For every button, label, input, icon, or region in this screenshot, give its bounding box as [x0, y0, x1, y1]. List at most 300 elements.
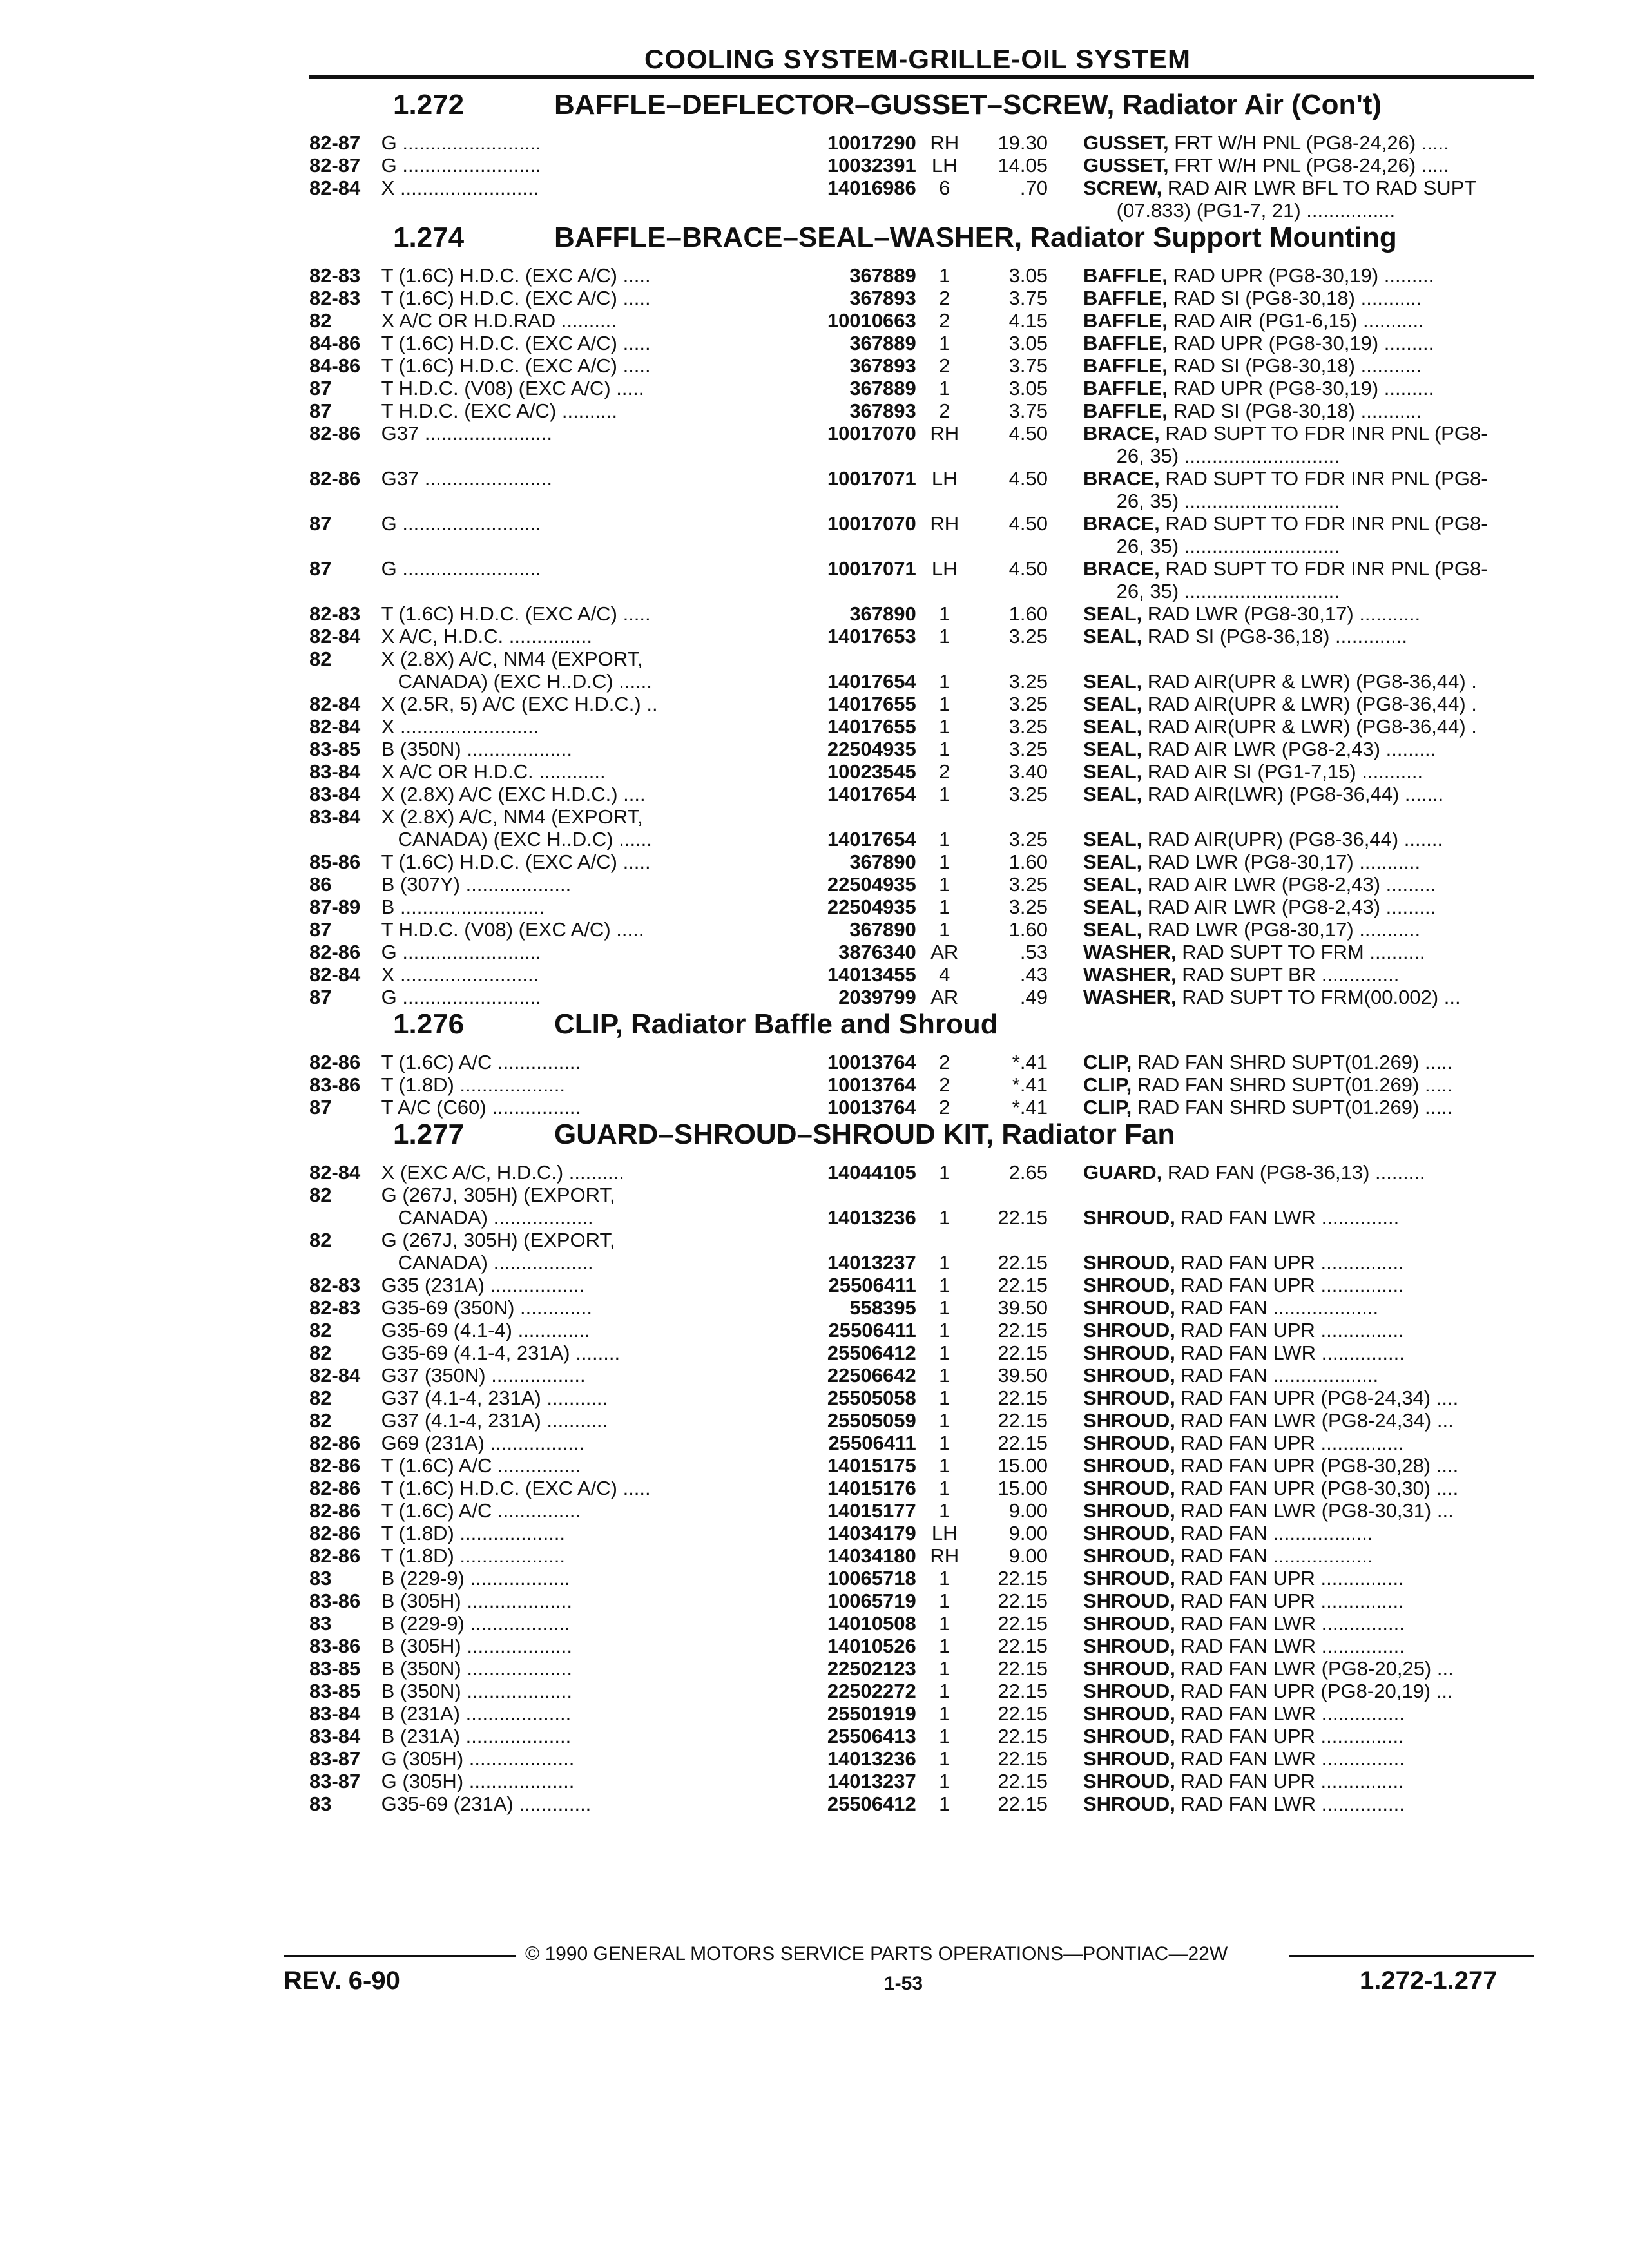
- table-row: [309, 602, 1534, 625]
- description-noun: SHROUD,: [1083, 1296, 1175, 1319]
- application: G .........................: [381, 154, 541, 177]
- part-number: 25506411: [828, 1274, 916, 1296]
- quantity: 1: [939, 602, 950, 625]
- description: [1083, 1770, 1534, 1792]
- description-detail: RAD UPR (PG8-30,19) .........: [1167, 377, 1434, 399]
- description: [1083, 309, 1534, 332]
- table-row: [309, 1096, 1534, 1119]
- table-row: [309, 693, 1534, 715]
- model-year: 82-87: [309, 131, 361, 154]
- price: 22.15: [998, 1770, 1048, 1792]
- price: 22.15: [998, 1567, 1048, 1590]
- description: [1083, 1432, 1534, 1454]
- table-row: [309, 1251, 1534, 1274]
- application: T (1.6C) H.D.C. (EXC A/C) .....: [381, 264, 651, 287]
- application: B (231A) ...................: [381, 1702, 572, 1725]
- model-year: 82-84: [309, 963, 361, 986]
- description-noun: WASHER,: [1083, 941, 1177, 963]
- quantity: AR: [930, 986, 959, 1008]
- price: 14.05: [998, 154, 1048, 177]
- quantity: 2: [939, 287, 950, 309]
- description-detail: RAD FAN SHRD SUPT(01.269) .....: [1132, 1073, 1453, 1096]
- price: *.41: [1012, 1096, 1048, 1119]
- description-detail: RAD UPR (PG8-30,19) .........: [1167, 264, 1434, 287]
- application: X (2.5R, 5) A/C (EXC H.D.C.) ..: [381, 693, 658, 715]
- description-detail: RAD SUPT TO FRM(00.002) ...: [1176, 986, 1461, 1008]
- price: 22.15: [998, 1432, 1048, 1454]
- application: T H.D.C. (V08) (EXC A/C) .....: [381, 377, 644, 399]
- description-detail: RAD SUPT TO FDR INR PNL (PG8-: [1159, 467, 1488, 490]
- application: T (1.6C) A/C ...............: [381, 1499, 581, 1522]
- description-noun: SEAL,: [1083, 828, 1142, 850]
- model-year: 83-85: [309, 1657, 361, 1680]
- description-detail: RAD FAN UPR (PG8-30,30) ....: [1175, 1477, 1459, 1499]
- price: 3.25: [1008, 828, 1048, 850]
- description: [1083, 986, 1534, 1008]
- table-row: [309, 199, 1534, 222]
- description-detail: RAD FAN LWR ...............: [1175, 1612, 1405, 1635]
- table-row: [309, 154, 1534, 177]
- description-noun: BAFFLE,: [1083, 264, 1168, 287]
- price: 3.25: [1008, 670, 1048, 693]
- parts-listing: [309, 89, 1534, 1815]
- part-number: 2039799: [838, 986, 916, 1008]
- quantity: LH: [931, 154, 958, 177]
- description-noun: SHROUD,: [1083, 1477, 1175, 1499]
- section-heading: [309, 1008, 1534, 1051]
- description-noun: SHROUD,: [1083, 1792, 1175, 1815]
- application: G37 (350N) .................: [381, 1364, 586, 1387]
- price: 15.00: [998, 1454, 1048, 1477]
- description-noun: SHROUD,: [1083, 1454, 1175, 1477]
- part-number: 10013764: [827, 1073, 916, 1096]
- application: G (305H) ...................: [381, 1770, 575, 1792]
- application: X .........................: [381, 177, 539, 199]
- quantity: 1: [939, 715, 950, 738]
- description-noun: SEAL,: [1083, 850, 1142, 873]
- price: 19.30: [998, 131, 1048, 154]
- table-row: [309, 783, 1534, 805]
- footer-section-range: 1.272-1.277: [1360, 1966, 1498, 1995]
- quantity: 1: [939, 670, 950, 693]
- part-number: 14010526: [827, 1635, 916, 1657]
- table-row: [309, 828, 1534, 850]
- table-row: [309, 941, 1534, 963]
- model-year: 83-87: [309, 1770, 361, 1792]
- description-detail: RAD FAN LWR (PG8-24,34) ...: [1175, 1409, 1454, 1432]
- description-noun: BRACE,: [1083, 422, 1160, 445]
- application: X .........................: [381, 963, 539, 986]
- description-detail: RAD FAN UPR ...............: [1175, 1567, 1404, 1590]
- table-row: [309, 1319, 1534, 1341]
- model-year: 82-86: [309, 1477, 361, 1499]
- table-row: [309, 963, 1534, 986]
- description-noun: SHROUD,: [1083, 1567, 1175, 1590]
- part-number: 14013236: [827, 1206, 916, 1229]
- price: 22.15: [998, 1274, 1048, 1296]
- section-heading: [309, 89, 1534, 131]
- description-noun: SEAL,: [1083, 896, 1142, 918]
- table-row: [309, 287, 1534, 309]
- table-row: [309, 1073, 1534, 1096]
- footer-rule-right: [1289, 1955, 1534, 1957]
- quantity: 1: [939, 1567, 950, 1590]
- model-year: 87: [309, 399, 332, 422]
- description: [1083, 199, 1534, 222]
- price: 3.05: [1008, 264, 1048, 287]
- description-detail: (07.833) (PG1-7, 21) ................: [1083, 199, 1396, 222]
- table-row: [309, 1747, 1534, 1770]
- footer-rule-left: [284, 1955, 516, 1957]
- description-detail: RAD AIR(UPR & LWR) (PG8-36,44) .: [1142, 670, 1477, 693]
- description: [1083, 287, 1534, 309]
- model-year: 82-83: [309, 602, 361, 625]
- model-year: 82: [309, 1229, 332, 1251]
- quantity: 6: [939, 177, 950, 199]
- application: B (229-9) ..................: [381, 1612, 570, 1635]
- model-year: 83-86: [309, 1635, 361, 1657]
- table-row: [309, 918, 1534, 941]
- description: [1083, 377, 1534, 399]
- part-number: 14017655: [827, 693, 916, 715]
- description-noun: SHROUD,: [1083, 1274, 1175, 1296]
- description-detail: RAD FAN SHRD SUPT(01.269) .....: [1132, 1051, 1453, 1073]
- model-year: 83: [309, 1612, 332, 1635]
- application: T (1.6C) A/C ...............: [381, 1454, 581, 1477]
- description: [1083, 131, 1534, 154]
- quantity: 2: [939, 309, 950, 332]
- model-year: 83-84: [309, 1725, 361, 1747]
- quantity: RH: [930, 512, 959, 535]
- application: G35 (231A) .................: [381, 1274, 584, 1296]
- model-year: 85-86: [309, 850, 361, 873]
- description: [1083, 354, 1534, 377]
- quantity: 1: [939, 1635, 950, 1657]
- description-detail: RAD AIR(UPR & LWR) (PG8-36,44) .: [1142, 693, 1477, 715]
- description: [1083, 941, 1534, 963]
- quantity: 1: [939, 1161, 950, 1184]
- description-detail: RAD AIR(LWR) (PG8-36,44) .......: [1142, 783, 1444, 805]
- price: 22.15: [998, 1341, 1048, 1364]
- table-row: [309, 1725, 1534, 1747]
- quantity: 2: [939, 399, 950, 422]
- description: [1083, 1364, 1534, 1387]
- model-year: 82-84: [309, 1161, 361, 1184]
- section-2: [309, 1008, 1534, 1119]
- model-year: 82-84: [309, 625, 361, 648]
- quantity: 1: [939, 1725, 950, 1747]
- quantity: 2: [939, 760, 950, 783]
- description-detail: RAD FAN LWR (PG8-30,31) ...: [1175, 1499, 1454, 1522]
- part-number: 10065718: [827, 1567, 916, 1590]
- price: 22.15: [998, 1635, 1048, 1657]
- model-year: 82-86: [309, 1432, 361, 1454]
- table-row: [309, 1680, 1534, 1702]
- model-year: 82-83: [309, 264, 361, 287]
- model-year: 87: [309, 377, 332, 399]
- description: [1083, 467, 1534, 490]
- description: [1083, 896, 1534, 918]
- table-row: [309, 670, 1534, 693]
- description-noun: SHROUD,: [1083, 1499, 1175, 1522]
- application: X (2.8X) A/C (EXC H.D.C.) ....: [381, 783, 646, 805]
- price: 3.25: [1008, 715, 1048, 738]
- quantity: 1: [939, 1702, 950, 1725]
- part-number: 10017071: [827, 467, 916, 490]
- description-noun: SEAL,: [1083, 738, 1142, 760]
- table-row: [309, 354, 1534, 377]
- quantity: 1: [939, 1454, 950, 1477]
- application: T (1.6C) A/C ...............: [381, 1051, 581, 1073]
- table-row: [309, 1409, 1534, 1432]
- price: 39.50: [998, 1296, 1048, 1319]
- description-noun: SHROUD,: [1083, 1747, 1175, 1770]
- description-detail: RAD FAN LWR ...............: [1175, 1635, 1405, 1657]
- table-row: [309, 896, 1534, 918]
- part-number: 14013455: [827, 963, 916, 986]
- description-detail: RAD FAN UPR ...............: [1175, 1274, 1404, 1296]
- table-row: [309, 1206, 1534, 1229]
- quantity: 1: [939, 1747, 950, 1770]
- description: [1083, 1747, 1534, 1770]
- price: 22.15: [998, 1680, 1048, 1702]
- application: T (1.6C) H.D.C. (EXC A/C) .....: [381, 287, 651, 309]
- quantity: AR: [930, 941, 959, 963]
- description-detail: RAD FAN UPR (PG8-30,28) ....: [1175, 1454, 1459, 1477]
- price: 22.15: [998, 1409, 1048, 1432]
- description-detail: 26, 35) ............................: [1083, 535, 1340, 557]
- part-number: 367889: [849, 264, 916, 287]
- description: [1083, 760, 1534, 783]
- price: .43: [1019, 963, 1048, 986]
- application: B (231A) ...................: [381, 1725, 572, 1747]
- price: 3.75: [1008, 399, 1048, 422]
- price: 3.25: [1008, 693, 1048, 715]
- description-detail: RAD AIR LWR (PG8-2,43) .........: [1142, 738, 1436, 760]
- table-row: [309, 850, 1534, 873]
- quantity: 2: [939, 1096, 950, 1119]
- description-noun: SHROUD,: [1083, 1544, 1175, 1567]
- table-row: [309, 738, 1534, 760]
- table-row: [309, 1792, 1534, 1815]
- model-year: 83: [309, 1792, 332, 1815]
- part-number: 14017654: [827, 828, 916, 850]
- description: [1083, 963, 1534, 986]
- application: G37 .......................: [381, 422, 552, 445]
- price: 9.00: [1008, 1499, 1048, 1522]
- price: 1.60: [1008, 850, 1048, 873]
- description-detail: RAD FAN LWR ...............: [1175, 1702, 1405, 1725]
- description: [1083, 1522, 1534, 1544]
- description: [1083, 693, 1534, 715]
- model-year: 83-86: [309, 1590, 361, 1612]
- description: [1083, 1409, 1534, 1432]
- description-noun: GUSSET,: [1083, 154, 1169, 177]
- description: [1083, 1792, 1534, 1815]
- application: G (267J, 305H) (EXPORT,: [381, 1184, 615, 1206]
- description: [1083, 1251, 1534, 1274]
- section-number: 1.274: [393, 222, 465, 253]
- section-number: 1.276: [393, 1008, 465, 1040]
- model-year: 82: [309, 1319, 332, 1341]
- application: X A/C, H.D.C. ...............: [381, 625, 592, 648]
- application: G37 (4.1-4, 231A) ...........: [381, 1387, 608, 1409]
- description-noun: SEAL,: [1083, 715, 1142, 738]
- application: X (2.8X) A/C, NM4 (EXPORT,: [381, 805, 643, 828]
- description: [1083, 1590, 1534, 1612]
- part-number: 10017070: [827, 512, 916, 535]
- description-detail: RAD SI (PG8-30,18) ...........: [1167, 287, 1422, 309]
- description: [1083, 1612, 1534, 1635]
- description-detail: RAD FAN UPR ...............: [1175, 1770, 1404, 1792]
- footer-revision: REV. 6-90: [284, 1966, 400, 1995]
- price: 3.25: [1008, 873, 1048, 896]
- description-noun: SHROUD,: [1083, 1341, 1175, 1364]
- description: [1083, 1544, 1534, 1567]
- model-year: 82-87: [309, 154, 361, 177]
- application: B ..........................: [381, 896, 545, 918]
- application: G37 (4.1-4, 231A) ...........: [381, 1409, 608, 1432]
- description-detail: RAD SI (PG8-36,18) .............: [1142, 625, 1407, 648]
- description-noun: CLIP,: [1083, 1073, 1132, 1096]
- application: G .........................: [381, 131, 541, 154]
- description-detail: RAD SI (PG8-30,18) ...........: [1167, 399, 1422, 422]
- application: T A/C (C60) ................: [381, 1096, 581, 1119]
- application: B (350N) ...................: [381, 1657, 572, 1680]
- model-year: 82: [309, 1341, 332, 1364]
- model-year: 82: [309, 309, 332, 332]
- quantity: 1: [939, 1341, 950, 1364]
- model-year: 84-86: [309, 332, 361, 354]
- table-row: [309, 177, 1534, 199]
- table-row: [309, 1770, 1534, 1792]
- description: [1083, 512, 1534, 535]
- description-noun: BRACE,: [1083, 467, 1160, 490]
- description-detail: RAD FAN ..................: [1175, 1544, 1373, 1567]
- price: .70: [1019, 177, 1048, 199]
- quantity: 1: [939, 1409, 950, 1432]
- section-title: BAFFLE–DEFLECTOR–GUSSET–SCREW, Radiator Air (Con't): [554, 89, 1382, 120]
- application: G35-69 (231A) .............: [381, 1792, 592, 1815]
- description-noun: SHROUD,: [1083, 1635, 1175, 1657]
- model-year: 82-86: [309, 941, 361, 963]
- description-noun: SEAL,: [1083, 625, 1142, 648]
- table-row: [309, 986, 1534, 1008]
- application: B (305H) ...................: [381, 1590, 572, 1612]
- part-number: 10065719: [827, 1590, 916, 1612]
- application: T (1.6C) H.D.C. (EXC A/C) .....: [381, 850, 651, 873]
- section-number: 1.277: [393, 1119, 465, 1150]
- model-year: 82-86: [309, 467, 361, 490]
- description-detail: RAD FAN UPR (PG8-20,19) ...: [1175, 1680, 1453, 1702]
- table-row: [309, 1296, 1534, 1319]
- description: [1083, 1454, 1534, 1477]
- part-number: 14017654: [827, 670, 916, 693]
- price: 3.75: [1008, 287, 1048, 309]
- header-rule: [309, 75, 1534, 79]
- description: [1083, 535, 1534, 557]
- model-year: 82-86: [309, 1499, 361, 1522]
- table-row: [309, 1522, 1534, 1544]
- price: 22.15: [998, 1747, 1048, 1770]
- application: G (305H) ...................: [381, 1747, 575, 1770]
- part-number: 14013236: [827, 1747, 916, 1770]
- description-detail: RAD SUPT TO FDR INR PNL (PG8-: [1159, 512, 1488, 535]
- part-number: 14013237: [827, 1251, 916, 1274]
- description: [1083, 177, 1534, 199]
- application: X A/C OR H.D.RAD ..........: [381, 309, 617, 332]
- application: G35-69 (350N) .............: [381, 1296, 593, 1319]
- section-number: 1.272: [393, 89, 465, 120]
- description-detail: 26, 35) ............................: [1083, 490, 1340, 512]
- description: [1083, 1274, 1534, 1296]
- table-row: [309, 557, 1534, 580]
- description-noun: BAFFLE,: [1083, 399, 1168, 422]
- part-number: 367889: [849, 377, 916, 399]
- model-year: 82-84: [309, 1364, 361, 1387]
- description-noun: SEAL,: [1083, 783, 1142, 805]
- table-row: [309, 805, 1534, 828]
- description-noun: SHROUD,: [1083, 1590, 1175, 1612]
- application: G (267J, 305H) (EXPORT,: [381, 1229, 615, 1251]
- model-year: 83-84: [309, 805, 361, 828]
- description-noun: SEAL,: [1083, 918, 1142, 941]
- table-row: [309, 1702, 1534, 1725]
- description: [1083, 1567, 1534, 1590]
- quantity: RH: [930, 1544, 959, 1567]
- table-row: [309, 625, 1534, 648]
- application: T (1.6C) H.D.C. (EXC A/C) .....: [381, 602, 651, 625]
- description-noun: WASHER,: [1083, 986, 1177, 1008]
- price: 3.25: [1008, 738, 1048, 760]
- model-year: 82-86: [309, 1454, 361, 1477]
- model-year: 83-86: [309, 1073, 361, 1096]
- application: CANADA) (EXC H..D.C) ......: [381, 670, 652, 693]
- price: 39.50: [998, 1364, 1048, 1387]
- application: T (1.8D) ...................: [381, 1073, 566, 1096]
- part-number: 22504935: [827, 896, 916, 918]
- price: 4.50: [1008, 512, 1048, 535]
- quantity: 2: [939, 1051, 950, 1073]
- table-row: [309, 580, 1534, 602]
- table-row: [309, 1477, 1534, 1499]
- description-noun: SHROUD,: [1083, 1522, 1175, 1544]
- price: .53: [1019, 941, 1048, 963]
- table-row: [309, 1544, 1534, 1567]
- part-number: 10010663: [827, 309, 916, 332]
- part-number: 367890: [849, 918, 916, 941]
- description-noun: BAFFLE,: [1083, 354, 1168, 377]
- price: .49: [1019, 986, 1048, 1008]
- description: [1083, 670, 1534, 693]
- description: [1083, 1051, 1534, 1073]
- part-number: 10032391: [827, 154, 916, 177]
- model-year: 82: [309, 1387, 332, 1409]
- model-year: 82-83: [309, 1296, 361, 1319]
- description-noun: SHROUD,: [1083, 1206, 1175, 1229]
- part-number: 22506642: [827, 1364, 916, 1387]
- description-noun: SCREW,: [1083, 177, 1162, 199]
- description: [1083, 738, 1534, 760]
- model-year: 83-84: [309, 783, 361, 805]
- description: [1083, 873, 1534, 896]
- application: B (229-9) ..................: [381, 1567, 570, 1590]
- description-detail: RAD FAN UPR ...............: [1175, 1319, 1404, 1341]
- model-year: 82: [309, 1409, 332, 1432]
- table-row: [309, 332, 1534, 354]
- description-detail: RAD SUPT TO FDR INR PNL (PG8-: [1159, 557, 1488, 580]
- application: T (1.6C) H.D.C. (EXC A/C) .....: [381, 332, 651, 354]
